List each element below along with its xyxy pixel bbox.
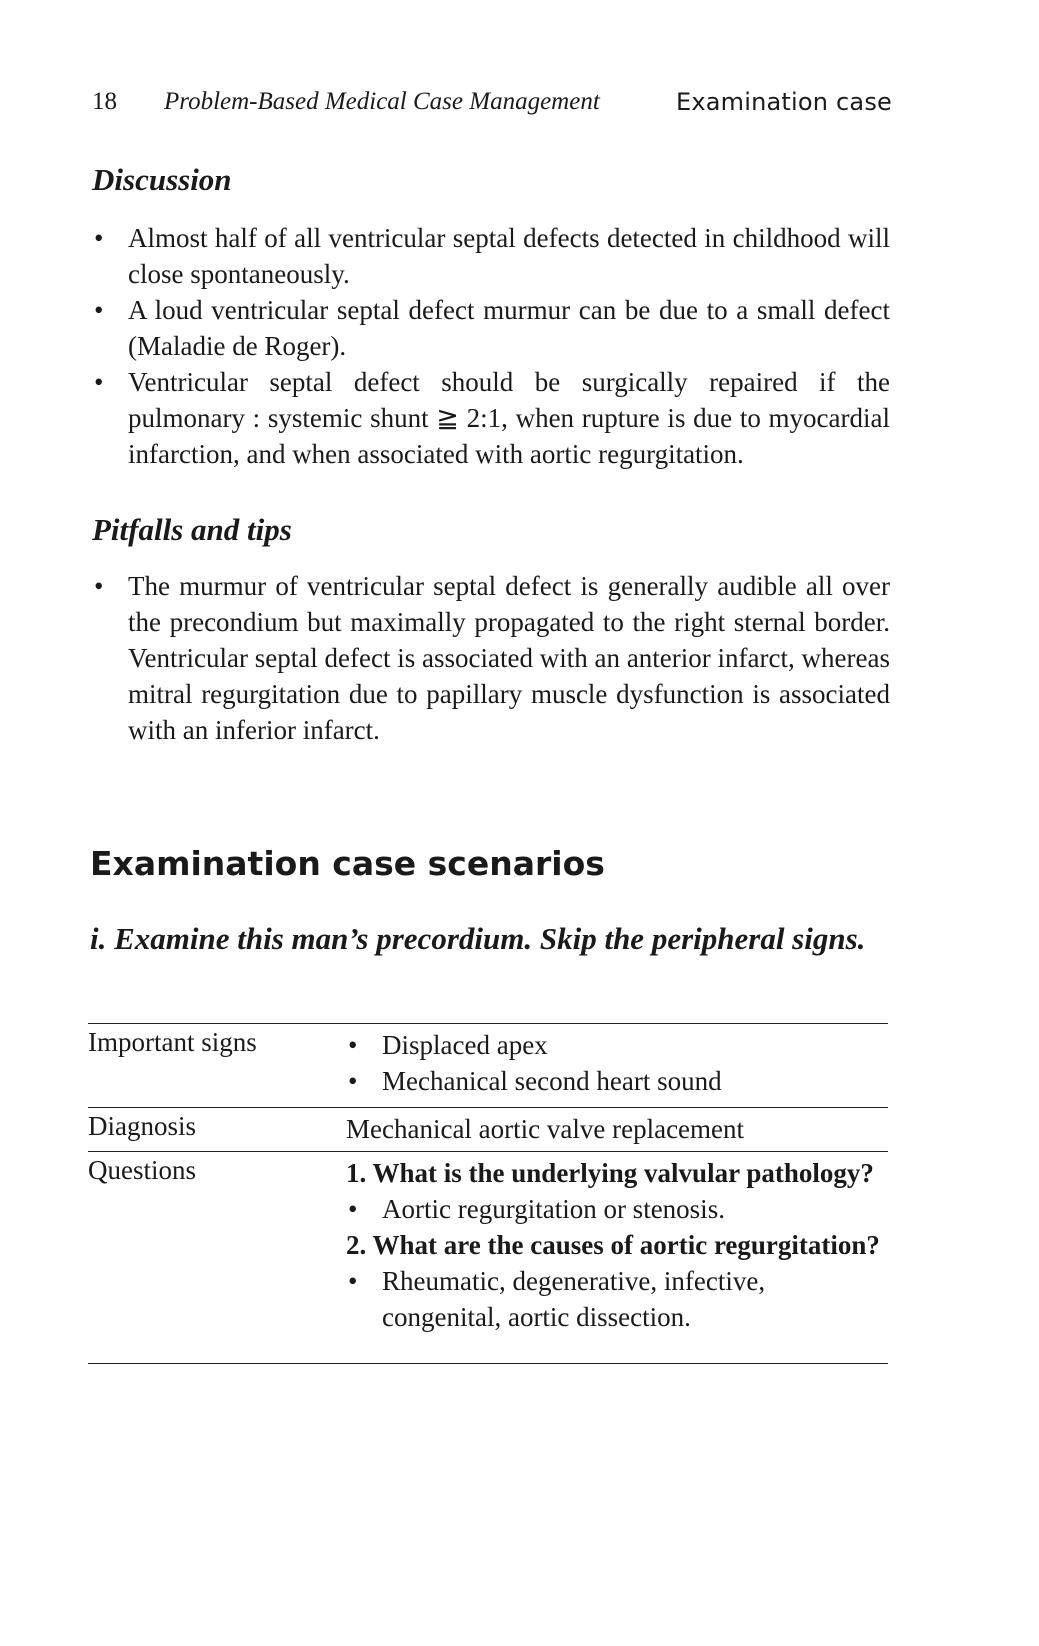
pitfalls-list [92,568,890,748]
page-number: 18 [92,88,117,115]
list-item: • A loud ventricular septal defect murmur can be due to a small defect (Maladie de Roger). [92,292,890,364]
list-item: • Mechanical second heart sound [346,1063,886,1099]
bullet-icon: • [94,223,104,253]
scenario-title: i. Examine this man’s precordium. Skip the peripheral signs. [90,921,866,956]
diagnosis-value: Mechanical aortic valve replacement [346,1114,745,1144]
important-signs-list [346,1027,886,1099]
question-1: 1. What is the underlying valvular pathology? [346,1158,874,1188]
book-title: Problem-Based Medical Case Management [164,88,600,115]
list-item: • Almost half of all ventricular septal defects detected in childhood will close spontaneously. [92,220,890,292]
table-rule [88,1151,888,1152]
table-rule [88,1023,888,1024]
bullet-icon: • [94,571,104,601]
questions-list [346,1155,886,1335]
questions-label: Questions [88,1155,196,1185]
list-item: • The murmur of ventricular septal defect is generally audible all over the precondium but maximally propagated to the right sternal border. Ventricular septal defect is associated with an anterior infarct, whereas mitral regurgitation due to papillary muscle dysfunction is associated with an inferior infarct. [92,568,890,748]
bullet-icon: • [348,1066,358,1096]
bullet-icon: • [348,1030,358,1060]
list-item: • Displaced apex [346,1027,886,1063]
important-signs-label: Important signs [88,1027,257,1057]
list-item: • Ventricular septal defect should be surgically repaired if the pulmonary : systemic shunt ≧ 2:1, when rupture is due to myocardial infarction, and when associated with aortic regurgitation. [92,364,890,472]
discussion-list [92,220,890,472]
answer-2: • Rheumatic, degenerative, infective, congenital, aortic dissection. [346,1263,886,1335]
chapter-label: Examination case [675,88,892,116]
bullet-icon: • [94,367,104,397]
table-rule [88,1107,888,1108]
discussion-heading: Discussion [92,162,232,197]
running-header [92,88,892,122]
table-rule [88,1363,888,1364]
bullet-icon: • [348,1266,358,1296]
diagnosis-label: Diagnosis [88,1111,196,1141]
bullet-icon: • [94,295,104,325]
question-2: 2. What are the causes of aortic regurgitation? [346,1230,880,1260]
pitfalls-heading: Pitfalls and tips [92,512,292,547]
answer-1: • Aortic regurgitation or stenosis. [346,1191,886,1227]
bullet-icon: • [348,1194,358,1224]
exam-heading: Examination case scenarios [90,844,605,883]
